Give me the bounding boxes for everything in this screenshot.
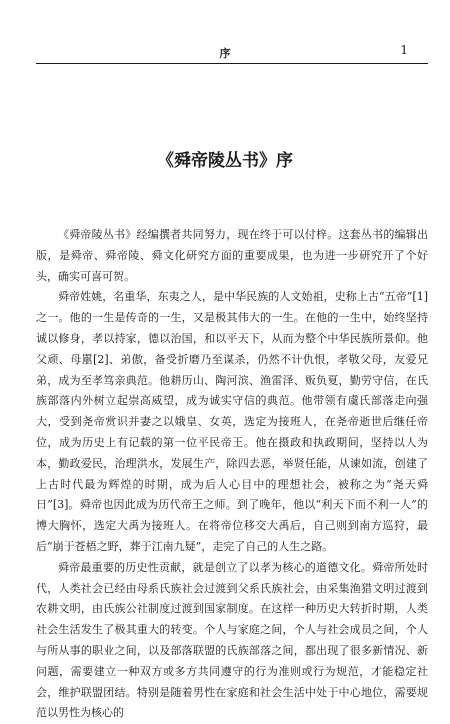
header-divider [36,63,428,64]
paragraph-3: 舜帝最重要的历史性贡献，就是创立了以孝为核心的道德文化。舜帝所处时代，人类社会已经由母系氏族社会过渡到父系氏族社会，由采集渔猎文明过渡到农耕文明，由氏族公社制度过渡到国家制度。在这样一种历史大转折时期，人类社会生活发生了极其重大的转变。个人与家庭之间，个人与社会成员之间，个人与所从事的职业之间，以及部落联盟的氏族部落之间，都出现了很多新情况、新问题，需要建立一种双方或多方共同遵守的行为准则或行为规范，才能稳定社会，维护联盟团结。特别是随着男性在家庭和社会生活中处于中心地位，需要规范以男性为核心的 [36,560,428,720]
preface-title: 《舜帝陵丛书》序 [157,151,293,171]
paragraph-1: 《舜帝陵丛书》经编撰者共同努力，现在终于可以付梓。这套丛书的编辑出版，是舜帝、舜帝陵、舜文化研究方面的重要成果，也为进一步研究开了个好头，确实可喜可贺。 [36,228,428,283]
page-number: 1 [400,43,408,57]
running-header-title: 序 [219,47,231,60]
preface-body [36,225,428,724]
paragraph-2: 舜帝姓姚，名重华，东夷之人，是中华民族的人文始祖，史称上古“五帝”[1]之一。他的一生是传奇的一生，又是极其伟大的一生。在他的一生中，始终坚持诚以修身，孝以持家，德以治国，和以平天下，从而为整个中华民族所景仰。他父顽、母嚚[2]、弟傲，备受折磨乃至谋杀，仍然不计仇恨，孝敬父母，友爱兄弟，成为至孝笃亲典范。他耕历山、陶河滨、渔雷泽、贩负夏，勤劳守信，在氏族部落内外树立起崇高威望，成为诚实守信的典范。他带领有虞氏部落走向强大，受到尧帝赏识并妻之以娥皇、女英，选定为接班人，在尧帝逝世后继任帝位，成为历史上有记载的第一位平民帝王。他在摄政和执政期间，坚持以人为本，勤政爱民，治理洪水，发展生产，除四去恶，举贤任能，从谏如流，创建了上古时代最为辉煌的时期，成为后人心目中的理想社会，被称之为“尧天舜日”[3]。舜帝也因此成为历代帝王之师。到了晚年，他以“利天下而不利一人”的博大胸怀，选定大禹为接班人。在将帝位移交大禹后，自己则到南方巡狩，最后“崩于苍梧之野，葬于江南九疑”，走完了自己的人生之路。 [36,290,428,553]
